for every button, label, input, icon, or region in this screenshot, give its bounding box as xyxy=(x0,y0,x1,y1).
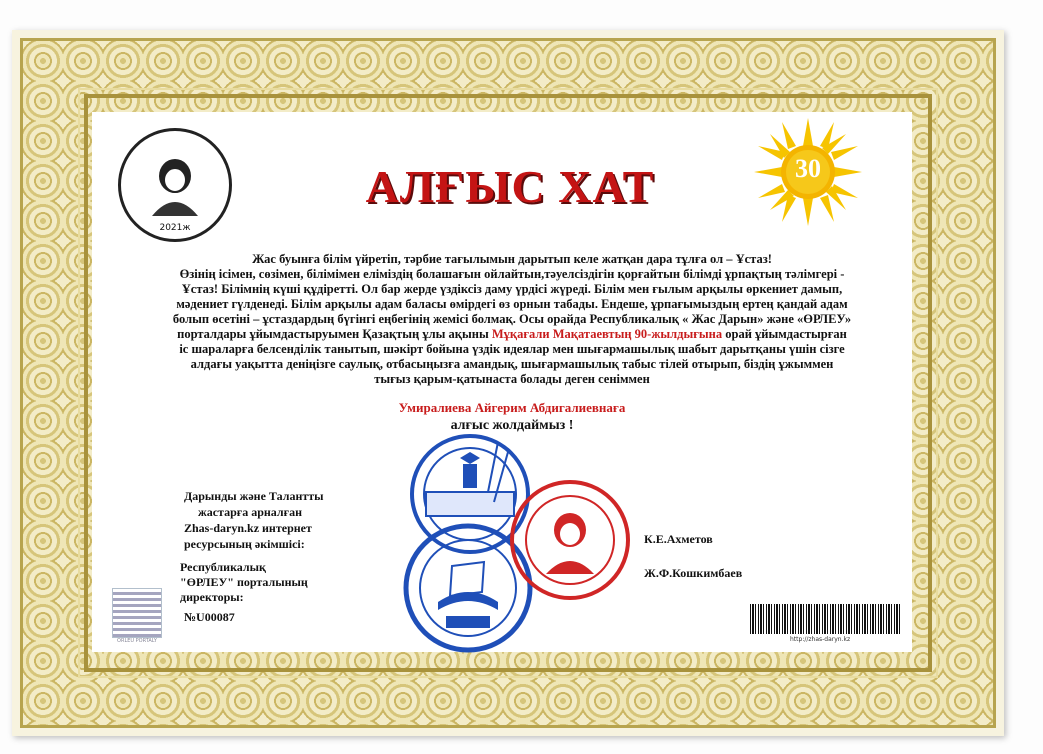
sun-number: 30 xyxy=(795,154,821,183)
body-line: Өзінің ісімен, сөзімен, білімімен еліміздің болашағын ойлайтын,тәуелсіздігін қорғайтын білімді ұрпақтың тәлімгері - xyxy=(179,267,845,281)
signer1-title-line: Zhas-daryn.kz интернет xyxy=(184,521,312,535)
signer2-title-line: "ӨРЛЕУ" порталының xyxy=(180,575,308,589)
certificate-body xyxy=(108,252,916,387)
body-line: Ұстаз! Білімнің күші құдіретті. Ол бар жерде үздіксіз даму үрдісі жүреді. Білім мен ғылым арқылы өркениет дамып, xyxy=(181,282,843,296)
body-text-segment: порталдары ұйымдастыруымен Қазақтың ұлы ақыны xyxy=(177,327,492,341)
page-title: АЛҒЫС ХАТ xyxy=(365,161,655,212)
body-line-highlighted xyxy=(108,327,916,342)
closing-phrase: алғыс жолдаймыз ! xyxy=(450,418,574,433)
emblem-year-text: 2021ж xyxy=(159,223,191,233)
signer1-title xyxy=(184,488,384,552)
qr-label: ORLEU PORTALY xyxy=(117,638,157,644)
signer1-title-line: Дарынды және Талантты xyxy=(184,489,324,503)
body-line: мәдениет гүлденеді. Білім арқылы адам баласы өмірдегі өз орнын табады. Ендеше, ұрпағымыздың ертең қандай адам xyxy=(176,297,848,311)
barcode xyxy=(750,604,902,634)
anniversary-30-sun-logo xyxy=(752,116,864,228)
body-line: іс шараларға белсенділік танытып, шәкірт бойына үздік идеялар мен шығармашылық шабыт дарытқаны үшін сізге xyxy=(179,342,845,356)
signer1-title-line: жастарға арналған xyxy=(198,505,302,519)
anniversary-emblem-logo xyxy=(118,128,232,242)
body-line: тығыз қарым-қатынаста болады деген сеніммен xyxy=(374,372,650,386)
signer2-title-line: Республикалық xyxy=(180,560,266,574)
signer1-name: К.Е.Ахметов xyxy=(644,532,713,546)
body-line: Жас буынға білім үйретіп, тәрбие тағылымын дарытып келе жатқан дара тұлға ол – Ұстаз! xyxy=(252,252,772,266)
barcode-url: http://zhas-daryn.kz xyxy=(790,636,851,643)
body-line: алдағы уақытта деніңізге саулық, отбасыңызға амандық, шығармашылық табыс тілей отырып, біздің ұжыммен xyxy=(190,357,834,371)
signer2-title xyxy=(180,560,380,605)
highlight-text: Мұқағали Мақатаевтың 90-жылдығына xyxy=(491,327,723,341)
mukagali-red-stamp xyxy=(508,478,632,602)
certificate-number: №U00087 xyxy=(184,610,235,624)
body-text-segment: орай ұйымдастырған xyxy=(722,327,847,341)
signer1-title-line: ресурсының әкімшісі: xyxy=(184,537,305,551)
qr-code xyxy=(112,588,162,638)
recipient-name: Умиралиева Айгерим Абдигалиевнаға xyxy=(398,400,626,415)
body-line: болып өсетіні – ұстаздардың бүгінгі еңбегінің жемісі болмақ. Осы орайда Республикалық « Жас Дарын» және «ӨРЛЕУ» xyxy=(172,312,852,326)
signer2-name: Ж.Ф.Кошкимбаев xyxy=(644,566,743,580)
portrait-icon xyxy=(140,150,210,220)
signer2-title-line: директоры: xyxy=(180,590,244,604)
